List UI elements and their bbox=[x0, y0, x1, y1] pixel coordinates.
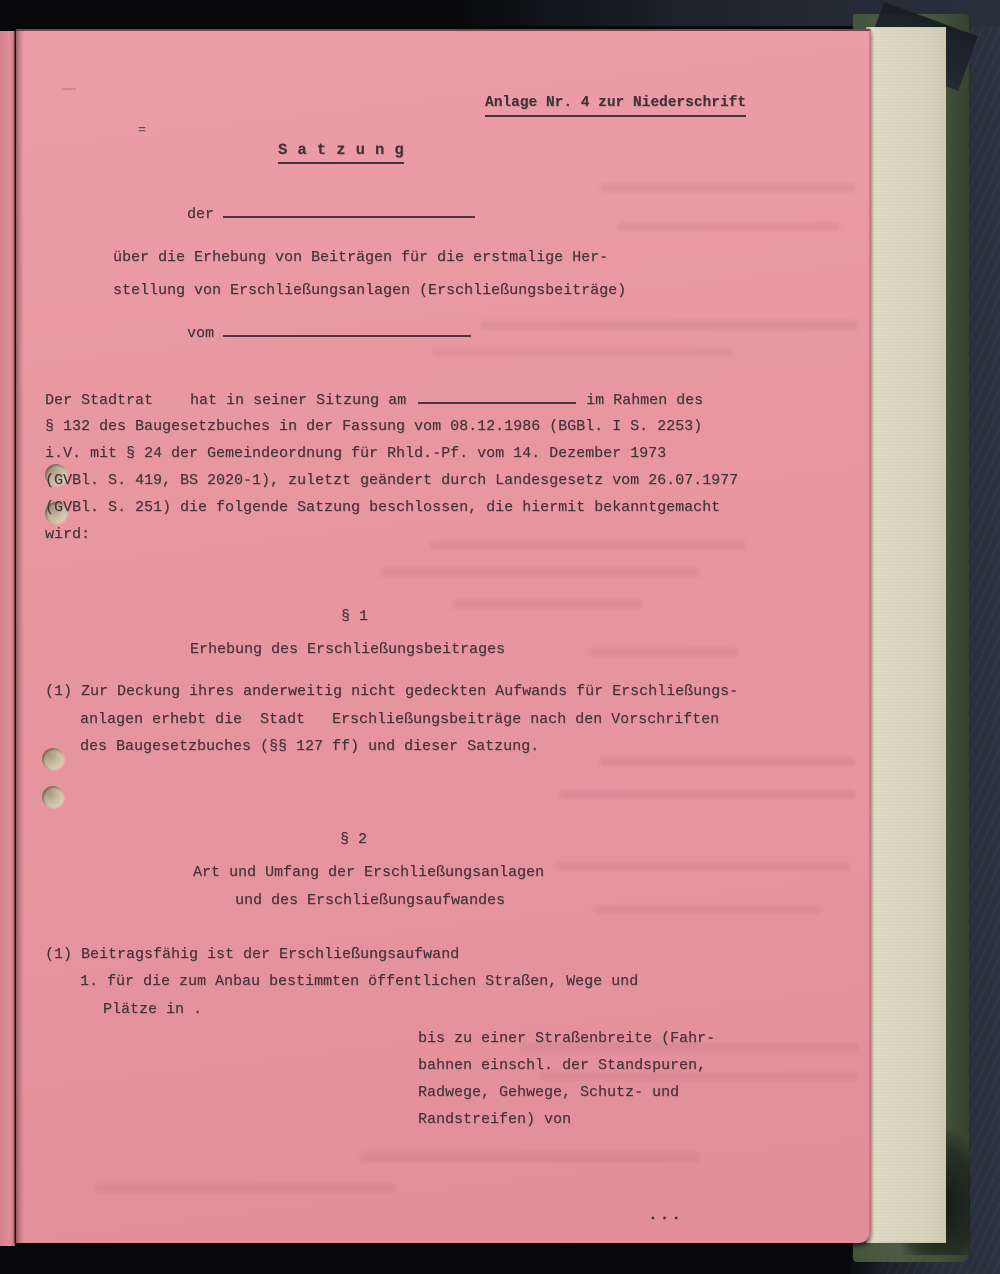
section-2-indent-line-3: Radwege, Gehwege, Schutz- und bbox=[418, 1084, 680, 1101]
preamble-line-3: i.V. mit § 24 der Gemeindeordnung für Rhld.-Pf. vom 14. Dezember 1973 bbox=[45, 445, 667, 462]
preamble-line-6: wird: bbox=[45, 526, 91, 543]
preamble-line-2: § 132 des Baugesetzbuches in der Fassung vom 08.12.1986 (BGBl. I S. 2253) bbox=[45, 418, 703, 435]
issuer-line bbox=[187, 204, 475, 224]
preamble-line-1-part-3: im Rahmen des bbox=[586, 392, 704, 409]
date-label: vom bbox=[187, 325, 215, 342]
subject-line-1: über die Erhebung von Beiträgen für die erstmalige Her- bbox=[113, 249, 609, 266]
attachment-header: Anlage Nr. 4 zur Niederschrift bbox=[485, 94, 746, 117]
preamble-line-5: (GVBl. S. 251) die folgende Satzung beschlossen, die hiermit bekanntgemacht bbox=[45, 499, 721, 516]
date-line bbox=[187, 323, 471, 343]
equals-annotation: = bbox=[138, 122, 146, 137]
issuer-blank-line bbox=[223, 204, 475, 218]
section-2-para-1: (1) Beitragsfähig ist der Erschließungsaufwand bbox=[45, 946, 460, 963]
preamble-line-1-part-2: hat in seiner Sitzung am bbox=[190, 392, 407, 409]
subject-line-2: stellung von Erschließungsanlagen (Erschließungsbeiträge) bbox=[113, 282, 627, 299]
section-1-heading: Erhebung des Erschließungsbeitrages bbox=[190, 641, 506, 658]
preamble-line-4: (GVBl. S. 419, BS 2020-1), zuletzt geändert durch Landesgesetz vom 26.07.1977 bbox=[45, 472, 739, 489]
continuation-ellipsis: ... bbox=[648, 1206, 683, 1224]
section-1-para-line-2: anlagen erhebt die Stadt Erschließungsbeiträge nach den Vorschriften bbox=[80, 711, 720, 728]
section-2-item-1-line-2: Plätze in . bbox=[103, 1001, 203, 1018]
issuer-label: der bbox=[187, 206, 215, 223]
section-2-heading-line-1: Art und Umfang der Erschließungsanlagen bbox=[193, 864, 545, 881]
preamble-line-1-part-1: Der Stadtrat bbox=[45, 392, 154, 409]
section-2-heading-line-2: und des Erschließungsaufwandes bbox=[235, 892, 506, 909]
sitting-date-blank-line bbox=[418, 390, 576, 404]
section-2-indent-line-4: Randstreifen) von bbox=[418, 1111, 572, 1128]
section-2-item-1-line-1: 1. für die zum Anbau bestimmten öffentlichen Straßen, Wege und bbox=[80, 973, 639, 990]
preamble-line-1 bbox=[45, 390, 703, 410]
date-blank-line bbox=[223, 323, 471, 337]
section-1-number: § 1 bbox=[341, 608, 369, 625]
section-2-indent-line-2: bahnen einschl. der Standspuren, bbox=[418, 1057, 707, 1074]
section-1-para-line-1: (1) Zur Deckung ihres anderweitig nicht gedeckten Aufwands für Erschließungs- bbox=[45, 683, 739, 700]
section-1-para-line-3: des Baugesetzbuches (§§ 127 ff) und dieser Satzung. bbox=[80, 738, 540, 755]
section-2-number: § 2 bbox=[340, 831, 368, 848]
section-2-indent-line-1: bis zu einer Straßenbreite (Fahr- bbox=[418, 1030, 716, 1047]
document-title: S a t z u n g bbox=[278, 141, 404, 164]
